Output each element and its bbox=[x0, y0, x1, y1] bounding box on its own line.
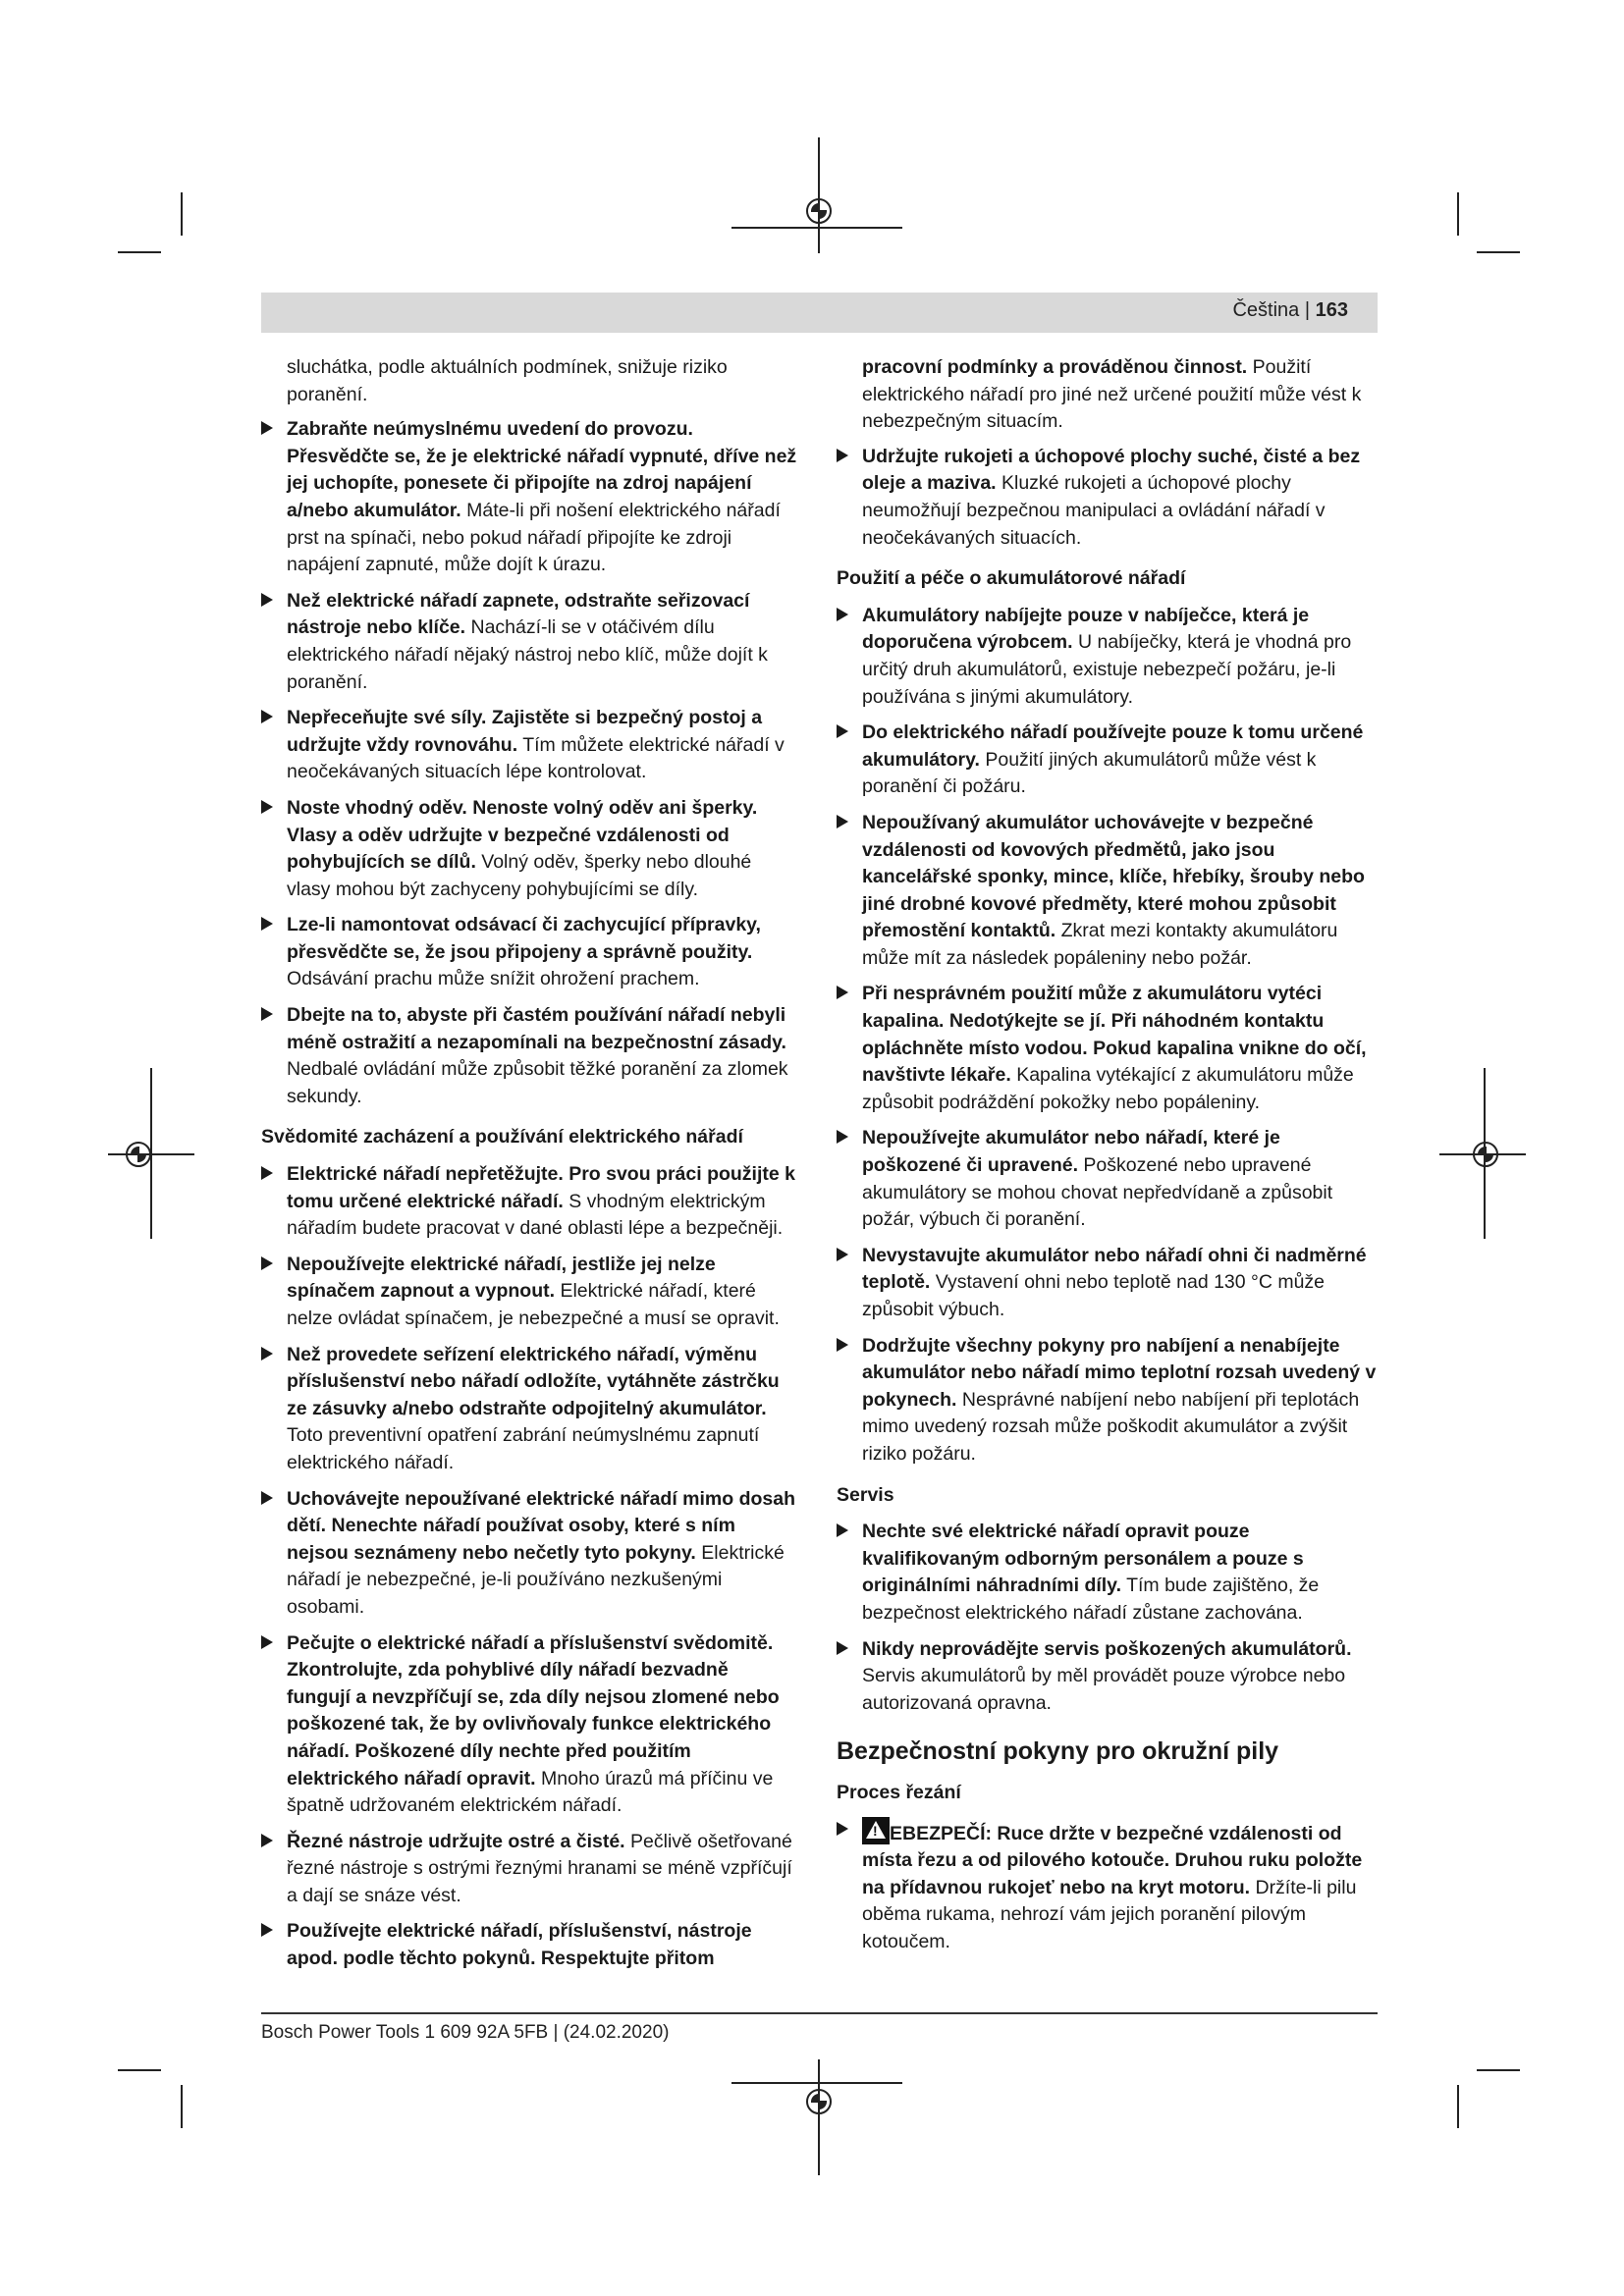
crop-mark bbox=[1477, 251, 1520, 253]
list-item bbox=[837, 1519, 1380, 1627]
item-bold: Pečujte o elektrické nářadí a příslušenství svědomitě. Zkontrolujte, zda pohyblivé díly nářadí bezvadně fungují a nevzpříčují se, zda díly nejsou zlomené nebo poškozené tak, že by ovlivňovaly funkce elektrického nářadí. Poškozené díly nechte před použitím elektrického nářadí opravit. bbox=[287, 1631, 780, 1789]
list-item bbox=[261, 912, 797, 993]
list-item bbox=[837, 720, 1380, 801]
list-item bbox=[837, 1125, 1380, 1233]
item-text: Tím bude zajištěno, že bezpečnost elektrického nářadí zůstane zachována. bbox=[862, 1575, 1320, 1624]
footer-divider bbox=[261, 2012, 1378, 2014]
list-item bbox=[837, 1243, 1380, 1324]
page-header bbox=[261, 293, 1378, 333]
item-bold: Do elektrického nářadí používejte pouze k tomu určené akumulátory. bbox=[862, 721, 1364, 771]
warning-triangle-icon bbox=[862, 1817, 890, 1844]
item-bold: Nevystavujte akumulátor nebo nářadí ohni či nadměrné teplotě. bbox=[862, 1244, 1367, 1294]
item-bold: Používejte elektrické nářadí, příslušenství, nástroje apod. podle těchto pokynů. Respektujte přitom bbox=[287, 1920, 752, 1970]
item-text: Tím můžete elektrické nářadí v neočekávaných situacích lépe kontrolovat. bbox=[287, 733, 785, 783]
item-bold: Nechte své elektrické nářadí opravit pouze kvalifikovaným odborným personálem a pouze s originálními náhradními díly. bbox=[862, 1521, 1304, 1597]
bullet-arrow-icon bbox=[837, 1338, 848, 1352]
item-text: Vystavení ohni nebo teplotě nad 130 °C může způsobit výbuch. bbox=[862, 1271, 1326, 1320]
item-text: Kluzké rukojeti a úchopové plochy neumožňují bezpečnou manipulaci a ovládání nářadí v neočekávaných situacích. bbox=[862, 472, 1326, 549]
item-bold: Nepřeceňujte své síly. Zajistěte si bezpečný postoj a udržujte vždy rovnováhu. bbox=[287, 707, 763, 756]
item-bold: Nikdy neprovádějte servis poškozených akumulátorů. bbox=[862, 1637, 1352, 1660]
list-item bbox=[837, 444, 1380, 552]
bullet-arrow-icon bbox=[261, 1834, 273, 1847]
bullet-arrow-icon bbox=[261, 421, 273, 435]
crop-mark bbox=[1457, 2085, 1459, 2128]
item-text: Pečlivě ošetřované řezné nástroje s ostrými řeznými hranami se méně vzpříčují a dají se snáze vést. bbox=[287, 1830, 792, 1906]
list-item bbox=[261, 1486, 797, 1622]
list-item bbox=[261, 795, 797, 903]
right-column bbox=[837, 354, 1380, 1964]
item-bold: Nepoužívejte akumulátor nebo nářadí, které je poškozené či upravené. bbox=[862, 1127, 1280, 1177]
bullet-arrow-icon bbox=[837, 724, 848, 738]
bullet-arrow-icon bbox=[261, 1491, 273, 1505]
item-text: Nachází-li se v otáčivém dílu elektrického nářadí nějaký nástroj nebo klíč, může dojít k poranění. bbox=[287, 616, 768, 693]
crop-mark bbox=[181, 192, 183, 236]
list-item bbox=[837, 1636, 1380, 1718]
bullet-arrow-icon bbox=[261, 1166, 273, 1180]
section-title: Svědomité zacházení a používání elektrického nářadí bbox=[261, 1126, 743, 1148]
bullet-arrow-icon bbox=[837, 1130, 848, 1144]
bullet-arrow-icon bbox=[261, 800, 273, 814]
item-text: Toto preventivní opatření zabrání neúmyslnému zapnutí elektrického nářadí. bbox=[287, 1424, 760, 1473]
item-text: Elektrické nářadí je nebezpečné, je-li používáno nezkušenými osobami. bbox=[287, 1541, 785, 1618]
bullet-arrow-icon bbox=[837, 1523, 848, 1537]
crop-mark bbox=[1457, 192, 1459, 236]
bullet-arrow-icon bbox=[261, 710, 273, 723]
list-item bbox=[261, 416, 797, 579]
list-item bbox=[261, 1829, 797, 1910]
item-bold: EBEZPEČÍ: Ruce držte v bezpečné vzdálenosti od místa řezu a od pilového kotouče. Druhou ruku položte na přídavnou rukojeť nebo na kryt motoru. bbox=[862, 1822, 1363, 1898]
registration-target-icon bbox=[1473, 1142, 1498, 1167]
section-title-cutting: Proces řezání bbox=[837, 1781, 961, 1803]
bullet-arrow-icon bbox=[837, 1641, 848, 1655]
item-bold: Při nesprávném použití může z akumulátoru vytéci kapalina. Nedotýkejte se jí. Při náhodném kontaktu opláchněte místo vodou. Pokud kapalina vnikne do očí, navštivte lékaře. bbox=[862, 983, 1367, 1087]
item-bold: Než elektrické nářadí zapnete, odstraňte seřizovací nástroje nebo klíče. bbox=[287, 589, 750, 639]
list-item bbox=[837, 603, 1380, 711]
list-item bbox=[261, 1252, 797, 1333]
item-text: Zkrat mezi kontakty akumulátoru může mít za následek popáleniny nebo požár. bbox=[862, 920, 1338, 969]
item-bold: Noste vhodný oděv. Nenoste volný oděv ani šperky. Vlasy a oděv udržujte v bezpečné vzdálenosti od pohybujících se dílů. bbox=[287, 796, 758, 874]
item-bold: pracovní podmínky a prováděnou činnost. bbox=[862, 356, 1248, 378]
registration-line bbox=[818, 2059, 820, 2175]
list-item bbox=[837, 1333, 1380, 1468]
item-continuation bbox=[837, 354, 1380, 436]
bullet-arrow-icon bbox=[837, 1248, 848, 1261]
item-text: U nabíječky, která je vhodná pro určitý druh akumulátorů, existuje nebezpečí požáru, je-li používána s jinými akumulátory. bbox=[862, 631, 1352, 708]
item-text: Máte-li při nošení elektrického nářadí prst na spínači, nebo pokud nářadí připojíte ke zdroji napájení zapnuté, může dojít k úrazu. bbox=[287, 499, 781, 576]
crop-mark bbox=[181, 2085, 183, 2128]
item-text: Nedbalé ovládání může způsobit těžké poranění za zlomek sekundy. bbox=[287, 1058, 788, 1107]
item-bold: Zabraňte neúmyslnému uvedení do provozu. Přesvědčte se, že je elektrické nářadí vypnuté, dříve než jej uchopíte, ponesete či připojíte na zdroj napájení a/nebo akumulátor. bbox=[287, 418, 797, 521]
bullet-arrow-icon bbox=[261, 1256, 273, 1270]
intro-continuation: sluchátka, podle aktuálních podmínek, snižuje riziko poranění. bbox=[287, 356, 728, 405]
item-bold: Dbejte na to, abyste při častém používání nářadí nebyli méně ostražití a nezapomínali na bezpečnostní zásady. bbox=[287, 1004, 786, 1053]
item-text: Držíte-li pilu oběma rukama, nehrozí vám jejich poranění pilovým kotoučem. bbox=[862, 1876, 1357, 1952]
heading-circular-saw: Bezpečnostní pokyny pro okružní pily bbox=[837, 1737, 1279, 1766]
bullet-arrow-icon bbox=[261, 917, 273, 931]
item-bold: Udržujte rukojeti a úchopové plochy suché, čisté a bez oleje a maziva. bbox=[862, 445, 1361, 495]
registration-line bbox=[818, 137, 820, 253]
item-bold: Řezné nástroje udržujte ostré a čisté. bbox=[287, 1830, 625, 1852]
bullet-arrow-icon bbox=[261, 593, 273, 607]
registration-target-icon bbox=[806, 2089, 832, 2114]
header-language: Čeština bbox=[1232, 299, 1300, 321]
item-bold: Než provedete seřízení elektrického nářadí, výměnu příslušenství nebo nářadí odložíte, vytáhněte zástrčku ze zásuvky a/nebo odstraňte odpojitelný akumulátor. bbox=[287, 1343, 780, 1419]
bullet-arrow-icon bbox=[837, 1822, 848, 1836]
list-item bbox=[261, 588, 797, 696]
bullet-arrow-icon bbox=[837, 608, 848, 621]
bullet-arrow-icon bbox=[261, 1347, 273, 1361]
bullet-arrow-icon bbox=[837, 815, 848, 828]
item-text: Odsávání prachu může snížit ohrožení prachem. bbox=[287, 968, 700, 990]
item-text: Volný oděv, šperky nebo dlouhé vlasy mohou být zachyceny pohybujícími se díly. bbox=[287, 851, 752, 900]
item-bold: Elektrické nářadí nepřetěžujte. Pro svou práci použijte k tomu určené elektrické nářadí. bbox=[287, 1163, 795, 1212]
item-bold: Dodržujte všechny pokyny pro nabíjení a nenabíjejte akumulátor nebo nářadí mimo teplotní rozsah uvedený v pokynech. bbox=[862, 1334, 1377, 1411]
item-text: Servis akumulátorů by měl provádět pouze výrobce nebo autorizovaná opravna. bbox=[862, 1665, 1346, 1714]
crop-mark bbox=[1477, 2069, 1520, 2071]
page-number: 163 bbox=[1315, 299, 1348, 321]
item-bold: Nepoužívejte elektrické nářadí, jestliže jej nelze spínačem zapnout a vypnout. bbox=[287, 1253, 716, 1303]
item-bold: Lze-li namontovat odsávací či zachycující přípravky, přesvědčte se, že jsou připojeny a správně použity. bbox=[287, 914, 761, 963]
registration-target-icon bbox=[126, 1142, 151, 1167]
bullet-arrow-icon bbox=[261, 1635, 273, 1649]
registration-target-icon bbox=[806, 198, 832, 224]
item-bold: Uchovávejte nepoužívané elektrické nářadí mimo dosah dětí. Nenechte nářadí používat osoby, které s ním nejsou seznámeny nebo nečetly tyto pokyny. bbox=[287, 1487, 796, 1564]
item-text: Kapalina vytékající z akumulátoru může způsobit podráždění pokožky nebo popáleniny. bbox=[862, 1064, 1354, 1113]
item-text: Nesprávné nabíjení nebo nabíjení při teplotách mimo uvedený rozsah může poškodit akumulátor a zvýšit riziko požáru. bbox=[862, 1388, 1360, 1465]
item-bold: Akumulátory nabíjejte pouze v nabíječce, která je doporučena výrobcem. bbox=[862, 604, 1310, 654]
service-list bbox=[837, 1519, 1380, 1717]
left-column bbox=[261, 354, 797, 1982]
bullet-arrow-icon bbox=[837, 449, 848, 462]
bullet-arrow-icon bbox=[261, 1007, 273, 1021]
danger-item bbox=[837, 1817, 1380, 1956]
item-bold: Nepoužívaný akumulátor uchovávejte v bezpečné vzdálenosti od kovových předmětů, jako jsou kancelářské sponky, mince, klíče, hřebíky, šrouby nebo jiné drobné kovové předměty, které mohou způsobit přemostění kontaktů. bbox=[862, 811, 1365, 942]
item-text: Použití elektrického nářadí pro jiné než určené použití může vést k nebezpečným situacím. bbox=[862, 356, 1362, 433]
item-text: Použití jiných akumulátorů může vést k poranění či požáru. bbox=[862, 748, 1317, 798]
safety-list-b bbox=[261, 1161, 797, 1973]
registration-line bbox=[731, 227, 902, 229]
list-item bbox=[261, 1918, 797, 1972]
item-text: S vhodným elektrickým nářadím budete pracovat v dané oblasti lépe a bezpečněji. bbox=[287, 1190, 784, 1240]
crop-mark bbox=[118, 2069, 161, 2071]
safety-list-a bbox=[261, 416, 797, 1110]
item-text: Poškozené nebo upravené akumulátory se mohou chovat nepředvídaně a způsobit požár, výbuch či poranění. bbox=[862, 1154, 1333, 1231]
registration-line bbox=[108, 1153, 194, 1155]
bullet-arrow-icon bbox=[837, 986, 848, 999]
list-item bbox=[261, 1161, 797, 1243]
section-title-service: Servis bbox=[837, 1483, 894, 1506]
bullet-arrow-icon bbox=[261, 1923, 273, 1937]
list-item bbox=[261, 1002, 797, 1110]
registration-line bbox=[731, 2082, 902, 2084]
item-text: Elektrické nářadí, které nelze ovládat spínačem, je nebezpečné a musí se opravit. bbox=[287, 1280, 780, 1329]
list-item bbox=[837, 810, 1380, 973]
item-text: Mnoho úrazů má příčinu ve špatně udržovaném elektrickém nářadí. bbox=[287, 1767, 774, 1817]
battery-list bbox=[837, 603, 1380, 1468]
page-header-label bbox=[1232, 299, 1348, 322]
page-footer: Bosch Power Tools 1 609 92A 5FB | (24.02.2020) bbox=[261, 2022, 670, 2043]
section-title-battery: Použití a péče o akumulátorové nářadí bbox=[837, 567, 1186, 590]
list-item bbox=[261, 705, 797, 786]
header-separator: | bbox=[1304, 299, 1311, 321]
list-item bbox=[261, 1342, 797, 1477]
list-item bbox=[837, 981, 1380, 1116]
crop-mark bbox=[118, 251, 161, 253]
list-item bbox=[261, 1630, 797, 1820]
